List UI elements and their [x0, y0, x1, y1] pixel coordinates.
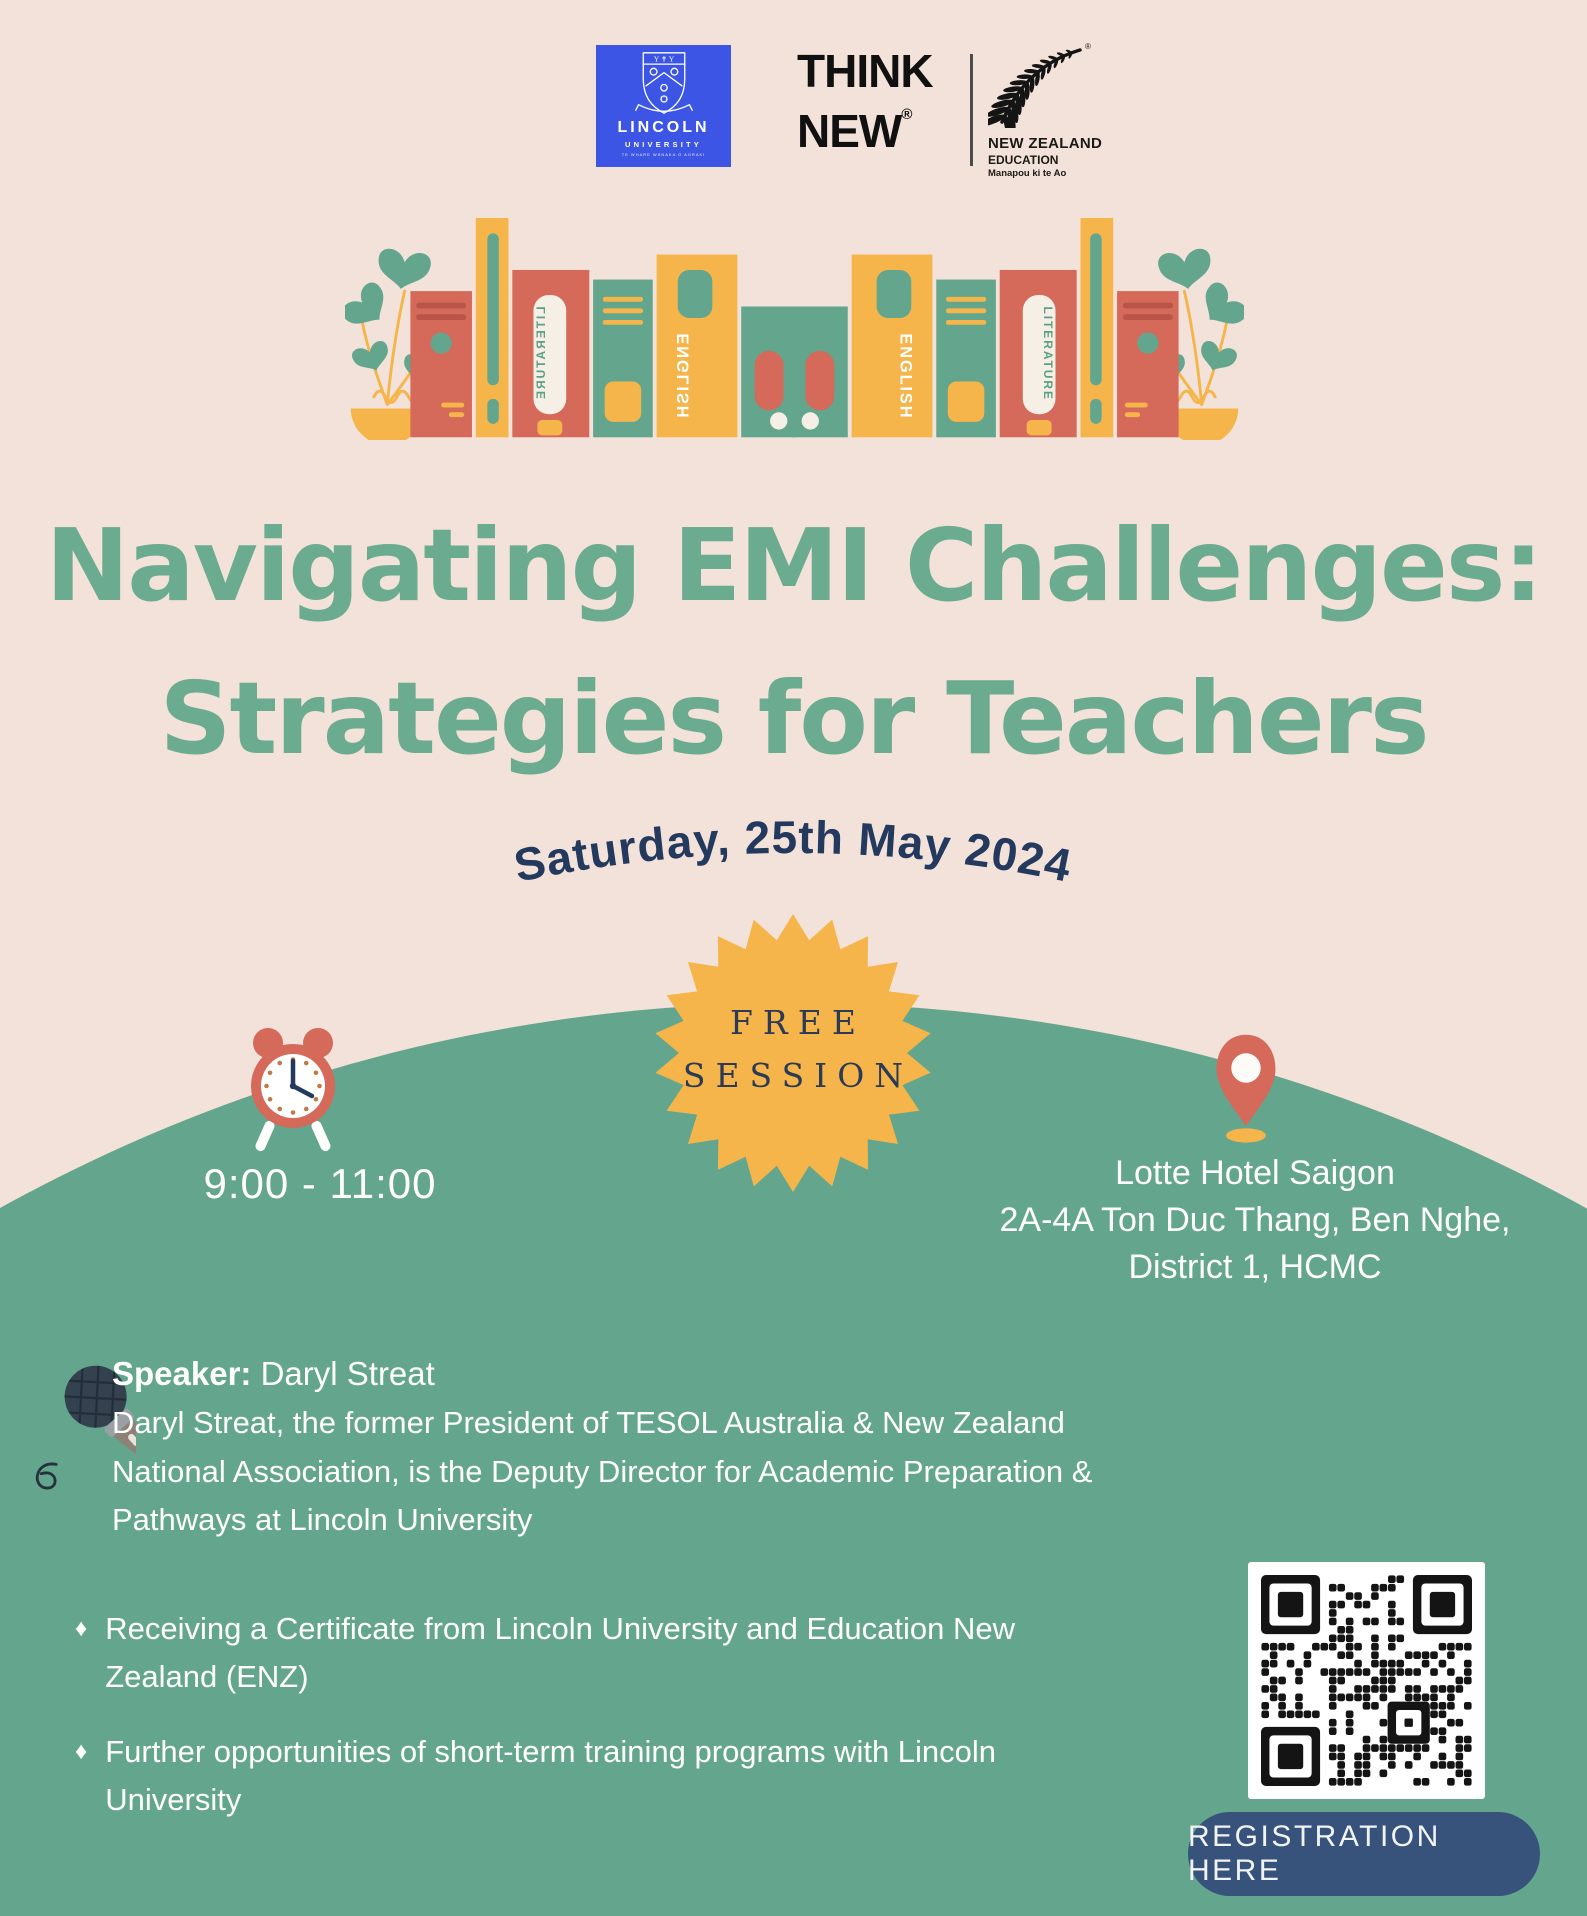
registration-button-label: REGISTRATION HERE	[1188, 1820, 1441, 1887]
benefit-text-1: Receiving a Certificate from Lincoln University and Education New Zealand (ENZ)	[105, 1611, 1015, 1694]
nz-logo-line3: Manapou ki te Ao	[988, 168, 1067, 179]
free-session-badge	[653, 913, 933, 1193]
registration-button[interactable]	[1188, 1812, 1540, 1896]
think-new-line2: NEW	[797, 105, 902, 157]
page-title	[0, 489, 1587, 795]
lincoln-logo-motto: TE WHARE WĀNAKA O AORAKI	[621, 152, 706, 157]
books-illustration-left	[345, 198, 797, 440]
books-illustration-right	[792, 198, 1244, 440]
nz-logo-line2: EDUCATION	[988, 153, 1059, 167]
university-crest-icon	[633, 50, 695, 116]
venue-address-line1: 2A-4A Ton Duc Thang, Ben Nghe,	[999, 1201, 1511, 1239]
svg-text:ENGLISH: ENGLISH	[896, 333, 915, 420]
diamond-bullet-icon: ♦	[75, 1738, 88, 1765]
alarm-clock-icon	[238, 1022, 348, 1154]
book-row	[792, 218, 1179, 437]
header-divider	[970, 54, 973, 166]
lincoln-university-logo	[596, 45, 731, 167]
map-pin-icon	[1208, 1028, 1284, 1146]
benefit-item-1	[75, 1605, 1055, 1701]
starburst-icon	[653, 913, 933, 1193]
lincoln-logo-sub: UNIVERSITY	[624, 140, 702, 149]
think-new-line1: THINK	[797, 45, 933, 97]
svg-text:Y ✝ Y: Y ✝ Y	[653, 54, 674, 64]
speaker-bio: Daryl Streat, the former President of TESOL Australia & New Zealand National Association, is the Deputy Director for Academic Preparation & Pathways at Lincoln University	[112, 1405, 1093, 1537]
book-row	[410, 218, 797, 437]
diamond-bullet-icon: ♦	[75, 1615, 88, 1642]
venue-block	[965, 1150, 1545, 1291]
nz-logo-line1: NEW ZEALAND	[988, 135, 1103, 152]
registered-mark: ®	[901, 106, 913, 123]
lincoln-logo-name: LINCOLN	[617, 119, 710, 136]
svg-text:ENGLISH: ENGLISH	[674, 333, 693, 420]
title-line1: Navigating EMI Challenges:	[45, 507, 1542, 624]
svg-text:LITERATURE: LITERATURE	[534, 306, 549, 401]
fern-leaf-icon	[988, 40, 1094, 128]
event-date-text: Saturday, 25th May 2024	[509, 810, 1077, 892]
speaker-block	[112, 1350, 1152, 1545]
benefit-text-2: Further opportunities of short-term training programs with Lincoln University	[105, 1734, 997, 1817]
event-date	[428, 792, 1158, 932]
svg-text:®: ®	[1085, 42, 1091, 51]
title-line2: Strategies for Teachers	[159, 660, 1428, 777]
svg-text:Saturday, 25th May 2024	[510, 811, 1077, 892]
benefit-item-2	[75, 1728, 1055, 1824]
registration-qr-code	[1248, 1562, 1485, 1799]
nz-education-logo	[988, 40, 1148, 179]
venue-name: Lotte Hotel Saigon	[1115, 1154, 1395, 1192]
speaker-label: Speaker:	[112, 1355, 252, 1392]
session-time: 9:00 - 11:00	[203, 1160, 437, 1207]
badge-line1: FREE	[730, 1003, 866, 1042]
think-new-logo	[797, 45, 933, 157]
speaker-name: Daryl Streat	[251, 1355, 435, 1392]
badge-line2: SESSION	[682, 1056, 914, 1095]
venue-address-line2: District 1, HCMC	[1128, 1248, 1382, 1286]
svg-text:LITERATURE: LITERATURE	[1040, 306, 1055, 401]
